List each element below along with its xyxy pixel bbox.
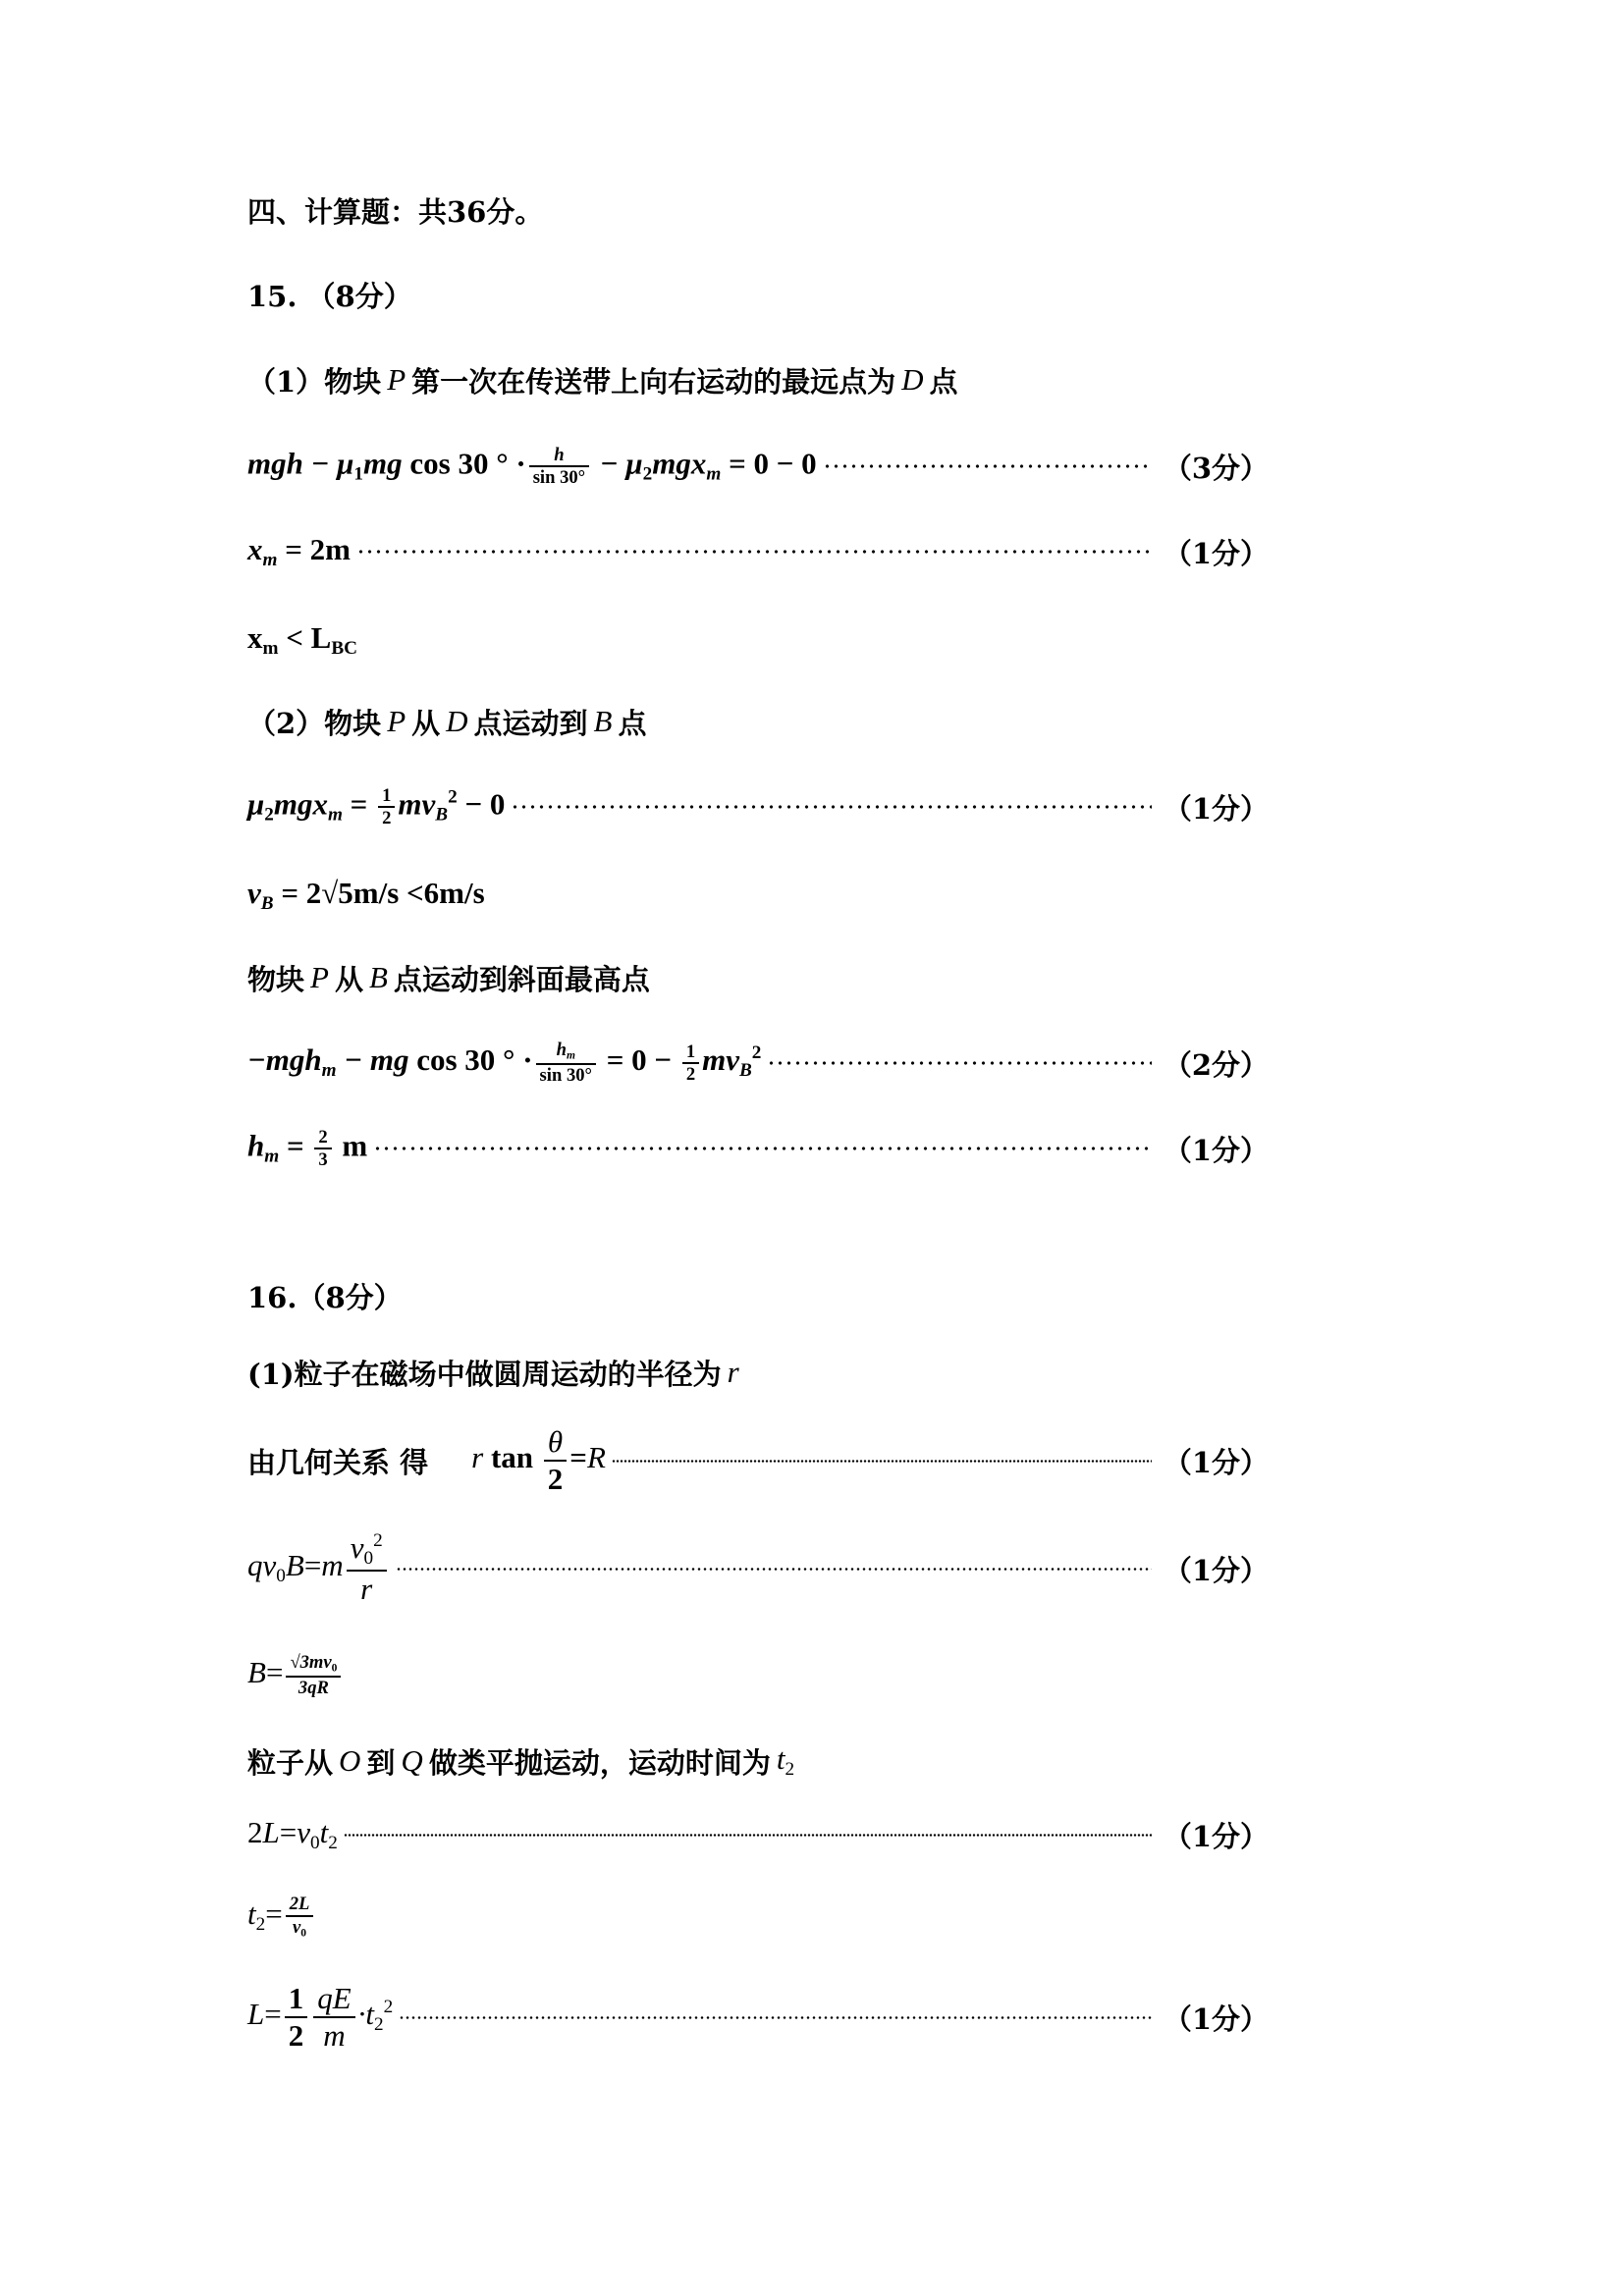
subscript: 0 xyxy=(363,1548,374,1570)
subscript: 2 xyxy=(374,2014,384,2036)
fraction-denominator: r xyxy=(347,1570,387,1607)
equation-expression xyxy=(247,1127,367,1171)
text: （1）物块 xyxy=(247,364,382,399)
term: h xyxy=(556,1040,567,1061)
fraction-numerator xyxy=(286,1652,341,1676)
fraction-numerator: 2 xyxy=(318,1126,328,1148)
term: − μ xyxy=(592,446,643,481)
term: mv xyxy=(398,786,436,822)
score-label: （1分） xyxy=(1163,2002,1269,2036)
text: 到 xyxy=(366,1745,396,1780)
leader-dots xyxy=(823,464,1152,468)
leader-dots xyxy=(373,1147,1152,1150)
term: t xyxy=(319,1814,329,1849)
text: 粒子从 xyxy=(247,1745,334,1780)
term: < L xyxy=(278,619,332,655)
fraction xyxy=(536,1040,596,1086)
q16-header: 16.（8分） xyxy=(247,1280,403,1314)
superscript: 2 xyxy=(751,1042,762,1064)
leader-dots xyxy=(356,550,1152,554)
text: （2）物块 xyxy=(247,706,382,740)
term: cos 30 ° · xyxy=(408,1042,533,1078)
term: v xyxy=(247,875,261,910)
equation-expression xyxy=(247,876,485,915)
fraction xyxy=(347,1530,387,1607)
fraction xyxy=(285,1981,308,2053)
subscript: 0 xyxy=(331,1663,338,1676)
term: mgh − μ xyxy=(247,446,354,481)
fraction xyxy=(313,1981,354,2053)
equation-expression xyxy=(247,532,351,571)
fraction-denominator: 2 xyxy=(682,1062,699,1085)
equation-expression xyxy=(247,1530,390,1607)
term: m xyxy=(334,1128,368,1163)
term: v xyxy=(297,1814,310,1849)
q15-kinetic-equation xyxy=(247,768,1269,846)
leader-dots xyxy=(511,805,1151,809)
variable: P xyxy=(310,960,329,994)
variable: B xyxy=(368,960,388,994)
subscript: 2 xyxy=(328,1833,338,1854)
q15-energy-equation xyxy=(247,427,1269,506)
subscript: 2 xyxy=(264,804,274,826)
score-label: （1分） xyxy=(1163,1819,1269,1853)
term: = xyxy=(264,1997,282,2032)
subscript: m xyxy=(566,1050,575,1063)
subscript: B xyxy=(260,893,274,915)
term: qv xyxy=(247,1548,277,1583)
q15-xm-result xyxy=(247,512,1269,591)
term: = 0 − xyxy=(598,1042,679,1078)
fraction-numerator: 1 xyxy=(382,784,392,806)
leader-dots xyxy=(396,1568,1152,1571)
text: 第一次在传送带上向右运动的最远点为 xyxy=(411,364,896,399)
term: = xyxy=(342,786,376,822)
equation-expression xyxy=(247,1652,344,1698)
equation-expression xyxy=(247,1815,338,1854)
variable: D xyxy=(901,362,924,397)
term: L xyxy=(262,1814,280,1849)
variable: P xyxy=(387,362,406,397)
fraction xyxy=(286,1652,341,1698)
q15-part2-heading xyxy=(247,682,1269,761)
q16-horizontal-equation xyxy=(247,1795,1269,1874)
term: r xyxy=(471,1440,484,1475)
score-label: （1分） xyxy=(1163,1553,1269,1587)
text: 从 xyxy=(411,706,441,740)
text: 点 xyxy=(929,364,958,399)
term: B xyxy=(285,1548,304,1583)
text: 由几何关系 得 xyxy=(247,1445,429,1479)
term: = xyxy=(569,1440,587,1475)
superscript: 2 xyxy=(448,786,458,808)
term: ·t xyxy=(357,1997,375,2032)
fraction xyxy=(682,1041,699,1086)
q15-header: 15. （8分） xyxy=(247,279,412,313)
term: mg xyxy=(363,446,403,481)
variable: Q xyxy=(401,1743,423,1778)
term: = xyxy=(279,1814,298,1849)
q16-geometry-equation xyxy=(247,1421,1269,1500)
term: = 2m xyxy=(277,531,351,566)
term: − 0 xyxy=(457,786,506,822)
term: 2 xyxy=(247,1814,263,1849)
variable: P xyxy=(387,704,406,738)
variable: D xyxy=(446,704,468,738)
term: cos 30 ° · xyxy=(402,446,526,481)
q16-lorentz-equation xyxy=(247,1529,1269,1608)
term: t xyxy=(247,1896,256,1932)
term: v xyxy=(350,1530,364,1566)
q16-vertical-equation xyxy=(247,1978,1269,2056)
fraction-denominator: 3qR xyxy=(286,1676,341,1698)
term: − mg xyxy=(336,1042,409,1078)
text: (1)粒子在磁场中做圆周运动的半径为 xyxy=(247,1357,722,1391)
term: h xyxy=(247,1128,265,1163)
fraction xyxy=(529,445,589,489)
term: μ xyxy=(247,786,265,822)
term: mv xyxy=(702,1042,739,1078)
term: = xyxy=(303,1548,322,1583)
fraction-denominator: m xyxy=(313,2016,354,2054)
leader-dots xyxy=(612,1460,1152,1463)
fraction-denominator: sin 30° xyxy=(536,1063,596,1086)
fraction-numerator xyxy=(536,1040,596,1063)
q16-b-result xyxy=(247,1636,1269,1715)
q16-part1-heading xyxy=(247,1333,1269,1412)
q15-vb-result xyxy=(247,856,1269,934)
fraction xyxy=(378,785,395,829)
subscript: 2 xyxy=(642,463,653,485)
subscript: B xyxy=(738,1060,752,1082)
term: t xyxy=(776,1740,785,1776)
q15-hm-result xyxy=(247,1109,1269,1188)
fraction-numerator: h xyxy=(554,444,565,465)
fraction-numerator: 2L xyxy=(289,1894,310,1915)
score-label: （1分） xyxy=(1163,1133,1269,1167)
fraction-denominator xyxy=(286,1915,314,1941)
fraction-denominator: 2 xyxy=(285,2016,308,2054)
fraction-numerator xyxy=(347,1530,387,1570)
text: 点运动到斜面最高点 xyxy=(393,962,650,996)
term: = 2√5m/s <6m/s xyxy=(273,875,485,910)
subscript: B xyxy=(435,804,449,826)
subscript: 2 xyxy=(255,1914,266,1936)
text: 点运动到 xyxy=(473,706,588,740)
variable: r xyxy=(727,1355,739,1389)
term: = xyxy=(265,1896,283,1932)
leader-dots xyxy=(767,1061,1151,1065)
term: mgx xyxy=(273,786,328,822)
fraction-denominator: 2 xyxy=(544,1460,568,1497)
subscript: m xyxy=(264,1146,280,1167)
equation-expression xyxy=(247,785,505,829)
superscript: 2 xyxy=(373,1530,383,1552)
subscript: 0 xyxy=(300,1927,307,1940)
text: 做类平抛运动，运动时间为 xyxy=(428,1745,771,1780)
score-label: （2分） xyxy=(1163,1047,1269,1082)
leader-dots xyxy=(399,2016,1152,2019)
term: x xyxy=(247,619,263,655)
term: m xyxy=(321,1548,344,1583)
q15-part1-heading xyxy=(247,341,1269,419)
subscript: m xyxy=(262,550,278,571)
text: 从 xyxy=(334,962,363,996)
equation-expression xyxy=(247,445,817,489)
subscript: m xyxy=(262,638,279,660)
subscript: BC xyxy=(331,638,358,660)
fraction-numerator: 1 xyxy=(288,1981,304,2016)
score-label: （1分） xyxy=(1163,791,1269,826)
term: = 0 − 0 xyxy=(721,446,817,481)
equation-expression xyxy=(247,620,357,660)
variable xyxy=(777,1741,794,1781)
fraction-denominator: sin 30° xyxy=(529,465,589,488)
subscript: m xyxy=(706,463,722,485)
q15-xm-comparison xyxy=(247,601,1269,679)
fraction xyxy=(286,1894,314,1940)
q16-part2-heading xyxy=(247,1722,1269,1800)
term: mgx xyxy=(652,446,707,481)
variable: O xyxy=(339,1743,361,1778)
subscript: 0 xyxy=(276,1566,286,1587)
term: B xyxy=(247,1655,266,1690)
term: −mgh xyxy=(247,1042,322,1078)
subscript: 1 xyxy=(353,463,363,485)
superscript: 2 xyxy=(383,1997,394,2018)
q15-part3-heading xyxy=(247,938,1269,1017)
fraction-denominator: 3 xyxy=(314,1148,331,1170)
score-label: （3分） xyxy=(1163,451,1269,485)
text: 物块 xyxy=(247,962,305,996)
term: v xyxy=(293,1916,301,1938)
fraction-denominator: 2 xyxy=(378,806,395,828)
equation-expression xyxy=(247,1040,761,1086)
subscript: 2 xyxy=(785,1759,795,1781)
variable: B xyxy=(593,704,613,738)
term: tan xyxy=(483,1440,541,1475)
term: = xyxy=(279,1128,312,1163)
equation-expression xyxy=(247,1894,316,1940)
subscript: m xyxy=(321,1060,337,1082)
q15-slope-equation xyxy=(247,1024,1269,1102)
fraction-numerator: 1 xyxy=(685,1041,696,1062)
score-label: （1分） xyxy=(1163,1445,1269,1479)
subscript: 0 xyxy=(310,1833,320,1854)
equation-expression xyxy=(247,1981,393,2053)
score-label: （1分） xyxy=(1163,536,1269,570)
text: 点 xyxy=(618,706,647,740)
fraction xyxy=(314,1127,331,1171)
term: = xyxy=(265,1655,284,1690)
term: R xyxy=(586,1440,606,1475)
q16-t2-result xyxy=(247,1878,1269,1956)
subscript: m xyxy=(327,804,343,826)
term: x xyxy=(247,531,263,566)
equation-expression xyxy=(471,1424,606,1496)
fraction-numerator: qE xyxy=(317,1981,352,2016)
term: √3mv xyxy=(290,1652,332,1674)
term: L xyxy=(247,1997,265,2032)
section-title: 四、计算题：共36分。 xyxy=(247,194,544,229)
fraction xyxy=(544,1424,568,1496)
leader-dots xyxy=(344,1834,1152,1837)
fraction-numerator: θ xyxy=(547,1424,564,1460)
